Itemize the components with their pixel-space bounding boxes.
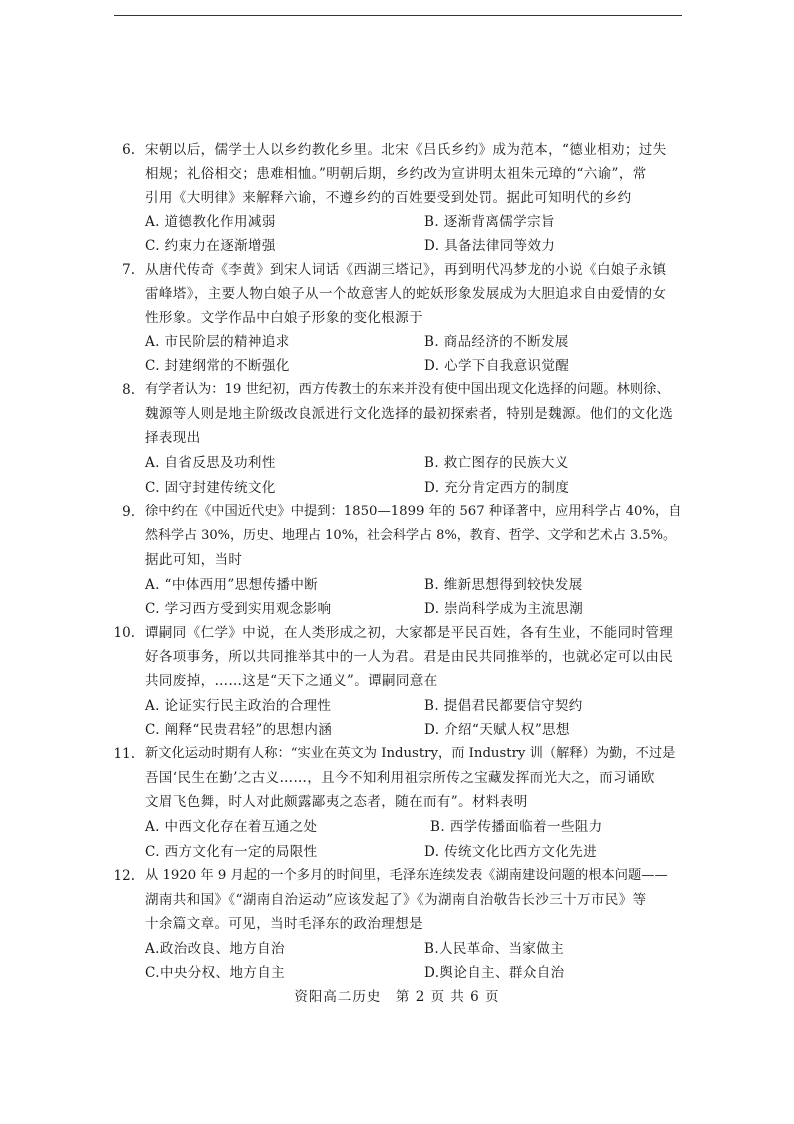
question-text-line: 相规；礼俗相交；患难相恤。”明朝后期，乡约改为宣讲明太祖朱元璋的“六谕”，常 [145, 166, 647, 182]
option-d: D. 充分肯定西方的制度 [424, 480, 570, 496]
option-b: B. 提倡君民都要信守契约 [424, 698, 583, 714]
option-c: C. 封建纲常的不断强化 [145, 358, 290, 374]
option-d: D. 心学下自我意识觉醒 [424, 358, 570, 374]
option-d: D. 具备法律同等效力 [424, 238, 556, 254]
option-a: A. 中西文化存在着互通之处 [145, 819, 318, 835]
question-text-line: 性形象。文学作品中白娘子形象的变化根源于 [145, 310, 423, 326]
option-d: D.舆论自主、群众自治 [424, 965, 565, 981]
question-text-line: 宋朝以后，儒学士人以乡约教化乡里。北宋《吕氏乡约》成为范本，“德业相劝；过失 [145, 142, 667, 158]
question-text-line: 好各项事务，所以共同推举其中的一人为君。君是由民共同推举的，也就必定可以由民 [145, 649, 674, 665]
question-text-line: 吾国‘民生在勤’之古义……，且今不知利用祖宗所传之宝藏发挥而光大之，而习诵欧 [145, 770, 655, 786]
question-text-line: 魏源等人则是地主阶级改良派进行文化选择的最初探索者，特别是魏源。他们的文化选 [145, 406, 674, 422]
question-number: 9. [122, 504, 135, 520]
option-a: A.政治改良、地方自治 [145, 941, 285, 957]
question-number: 12. [113, 868, 135, 884]
option-d: D. 崇尚科学成为主流思潮 [424, 601, 584, 617]
option-a: A. 道德教化作用减弱 [145, 214, 276, 230]
question-text-line: 徐中约在《中国近代史》中提到：1850—1899 年的 567 种译著中，应用科学占 40%，自 [145, 504, 682, 519]
question-number: 10. [113, 625, 135, 641]
option-a: A. 市民阶层的精神追求 [145, 334, 290, 350]
option-a: A. 论证实行民主政治的合理性 [145, 698, 332, 714]
option-d: D. 介绍“天赋人权”思想 [424, 722, 570, 738]
option-c: C. 学习西方受到实用观念影响 [145, 601, 332, 617]
question-text-line: 择表现出 [145, 430, 201, 446]
option-c: C. 固守封建传统文化 [145, 480, 276, 496]
question-text-line: 新文化运动时期有人称：“实业在英文为 Industry，而 Industry 训（解释）为勤，不过是 [145, 746, 676, 761]
option-d: D. 传统文化比西方文化先进 [424, 844, 598, 860]
question-text-line: 湖南共和国》《“湖南自治运动”应该发起了》《为湖南自治敬告长沙三十万市民》等 [145, 892, 647, 908]
option-b: B. 逐渐背离儒学宗旨 [424, 214, 555, 230]
question-text-line: 十余篇文章。可见，当时毛泽东的政治理想是 [145, 916, 423, 932]
page-footer: 资阳高二历史 第 2 页 共 6 页 [294, 989, 500, 1005]
question-text-line: 引用《大明律》来解释六谕，不遵乡约的百姓要受到处罚。据此可知明代的乡约 [145, 190, 632, 206]
option-b: B.人民革命、当家做主 [424, 941, 565, 957]
option-b: B. 西学传播面临着一些阻力 [430, 819, 603, 835]
option-a: A. 自省反思及功利性 [145, 455, 276, 471]
question-text-line: 然科学占 30%，历史、地理占 10%，社会科学占 8%，教育、哲学、文学和艺术占 3.5%。 [145, 528, 676, 543]
question-text-line: 从唐代传奇《李黄》到宋人词话《西湖三塔记》，再到明代冯梦龙的小说《白娘子永镇 [145, 262, 667, 278]
question-number: 8. [122, 382, 135, 398]
option-c: C. 约束力在逐渐增强 [145, 238, 276, 254]
option-c: C.中央分权、地方自主 [145, 965, 286, 981]
question-text-line: 雷峰塔》，主要人物白娘子从一个故意害人的蛇妖形象发展成为大胆追求自由爱情的女 [145, 286, 667, 302]
question-text-line: 谭嗣同《仁学》中说，在人类形成之初，大家都是平民百姓，各有生业，不能同时管理 [145, 625, 674, 641]
option-c: C. 西方文化有一定的局限性 [145, 844, 318, 860]
header-rule [114, 15, 682, 16]
option-b: B. 商品经济的不断发展 [424, 334, 569, 350]
question-text-line: 据此可知，当时 [145, 552, 243, 568]
question-text-line: 从 1920 年 9 月起的一个多月的时间里，毛泽东连续发表《湖南建设问题的根本问题—— [145, 868, 668, 883]
option-b: B. 救亡图存的民族大义 [424, 455, 569, 471]
option-c: C. 阐释“民贵君轻”的思想内涵 [145, 722, 333, 738]
option-a: A. “中体西用”思想传播中断 [145, 577, 319, 593]
question-number: 6. [122, 142, 135, 158]
question-text-line: 有学者认为：19 世纪初，西方传教士的东来并没有使中国出现文化选择的问题。林则徐、 [145, 382, 670, 397]
option-b: B. 维新思想得到较快发展 [424, 577, 583, 593]
question-number: 11. [113, 746, 135, 762]
question-number: 7. [122, 262, 135, 278]
question-text-line: 共同废掉，……这是“天下之通义”。谭嗣同意在 [145, 673, 438, 689]
question-text-line: 文眉飞色舞，时人对此颇露鄙夷之态者，随在而有”。材料表明 [145, 794, 528, 810]
